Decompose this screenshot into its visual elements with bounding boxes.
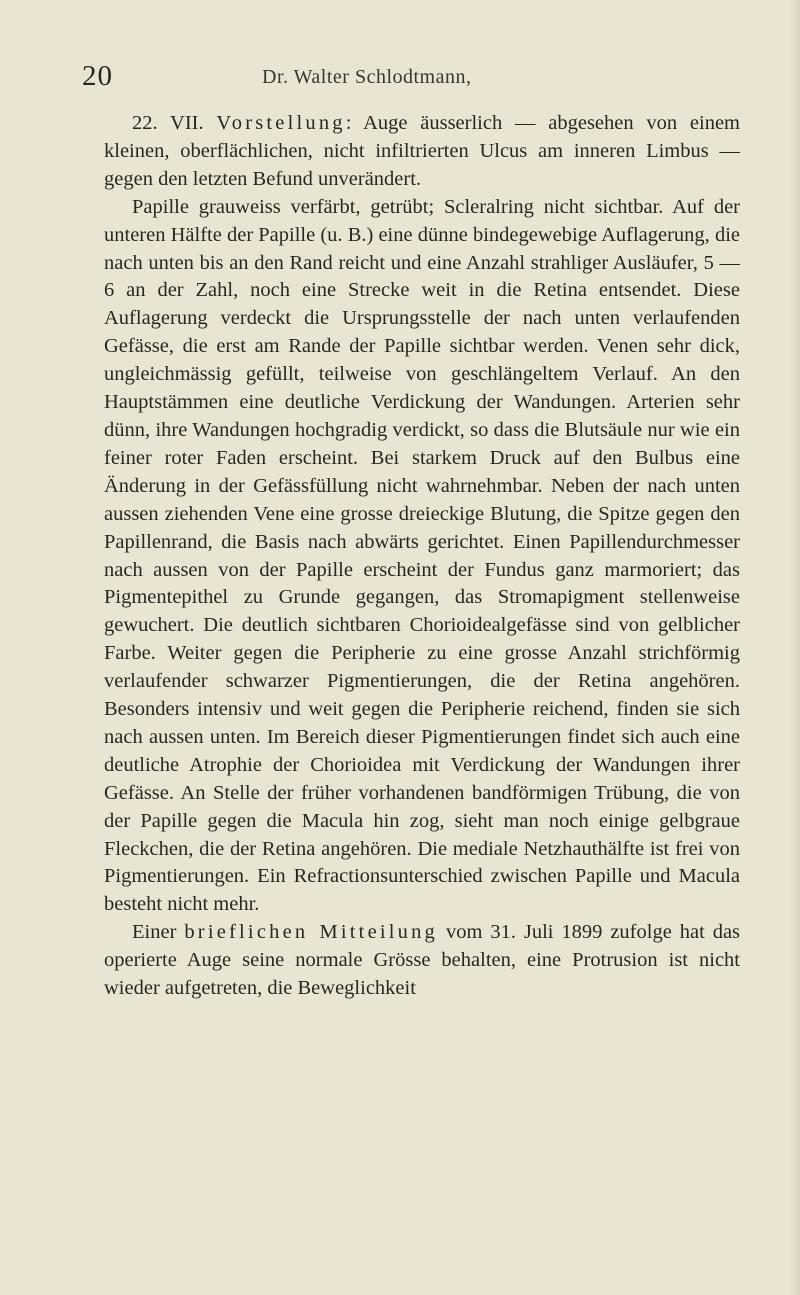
- body-text: [104, 110, 740, 1003]
- running-head: Dr. Walter Schlodtmann,: [262, 66, 472, 88]
- paragraph-1-text: : Auge äusserlich — abgesehen von einem kleinen, oberflächlichen, nicht infiltrierten Ulcus am inneren Limbus — gegen den letzten Befund unverändert.: [104, 112, 741, 190]
- paragraph-3: [104, 919, 740, 1003]
- paragraph-3-lead: Einer: [132, 921, 177, 944]
- paragraph-3-text: vom 31. Juli 1899 zufolge hat das operierte Auge seine normale Grösse behalten, eine Protrusion ist nicht wieder aufgetreten, die Beweglichkeit: [104, 921, 741, 1000]
- spaced-label-mitteilung: brieflichen Mitteilung: [184, 921, 439, 944]
- case-number: 22. VII.: [132, 112, 204, 134]
- page-header: [82, 60, 762, 96]
- page-edge-shadow: [790, 0, 800, 1295]
- paragraph-2: Papille grauweiss verfärbt, getrübt; Scleralring nicht sichtbar. Auf der unteren Hälfte der Papille (u. B.) eine dünne bindegewebige Auflagerung, die nach unten bis an den Rand reicht und eine Anzahl strahliger Ausläufer, 5 — 6 an der Zahl, noch eine Strecke weit in die Retina entsendet. Diese Auflagerung verdeckt die Ursprungsstelle der nach unten verlaufenden Gefässe, die erst am Rande der Papille sichtbar werden. Venen sehr dick, ungleichmässig gefüllt, teilweise von geschlängeltem Verlauf. An den Hauptstämmen eine deutliche Verdickung der Wandungen. Arterien sehr dünn, ihre Wandungen hochgradig verdickt, so dass die Blutsäule nur wie ein feiner roter Faden erscheint. Bei starkem Druck auf den Bulbus eine Änderung in der Gefässfüllung nicht wahrnehmbar. Neben der nach unten aussen ziehenden Vene eine grosse dreieckige Blutung, die Spitze gegen den Papillenrand, die Basis nach abwärts gerichtet. Einen Papillendurchmesser nach aussen von der Papille erscheint der Fundus ganz marmoriert; das Pigmentepithel zu Grunde gegangen, das Stromapigment stellenweise gewuchert. Die deutlich sichtbaren Chorioidealgefässe sind von gelblicher Farbe. Weiter gegen die Peripherie zu eine grosse Anzahl strichförmig verlaufender schwarzer Pigmentierungen, die der Retina angehören. Besonders intensiv und weit gegen die Peripherie reichend, finden sie sich nach aussen unten. Im Bereich dieser Pigmentierungen findet sich auch eine deutliche Atrophie der Chorioidea mit Verdickung der Wandungen ihrer Gefässe. An Stelle der früher vorhandenen bandförmigen Trübung, die von der Papille gegen die Macula hin zog, sieht man noch einige gelbgraue Fleckchen, die der Retina angehören. Die mediale Netzhauthälfte ist frei von Pigmentierungen. Ein Refractionsunterschied zwischen Papille und Macula besteht nicht mehr.: [104, 195, 740, 916]
- paragraph-1: [104, 110, 740, 194]
- page-number: 20: [82, 60, 113, 92]
- spaced-label-vorstellung: Vorstellung: [216, 112, 346, 134]
